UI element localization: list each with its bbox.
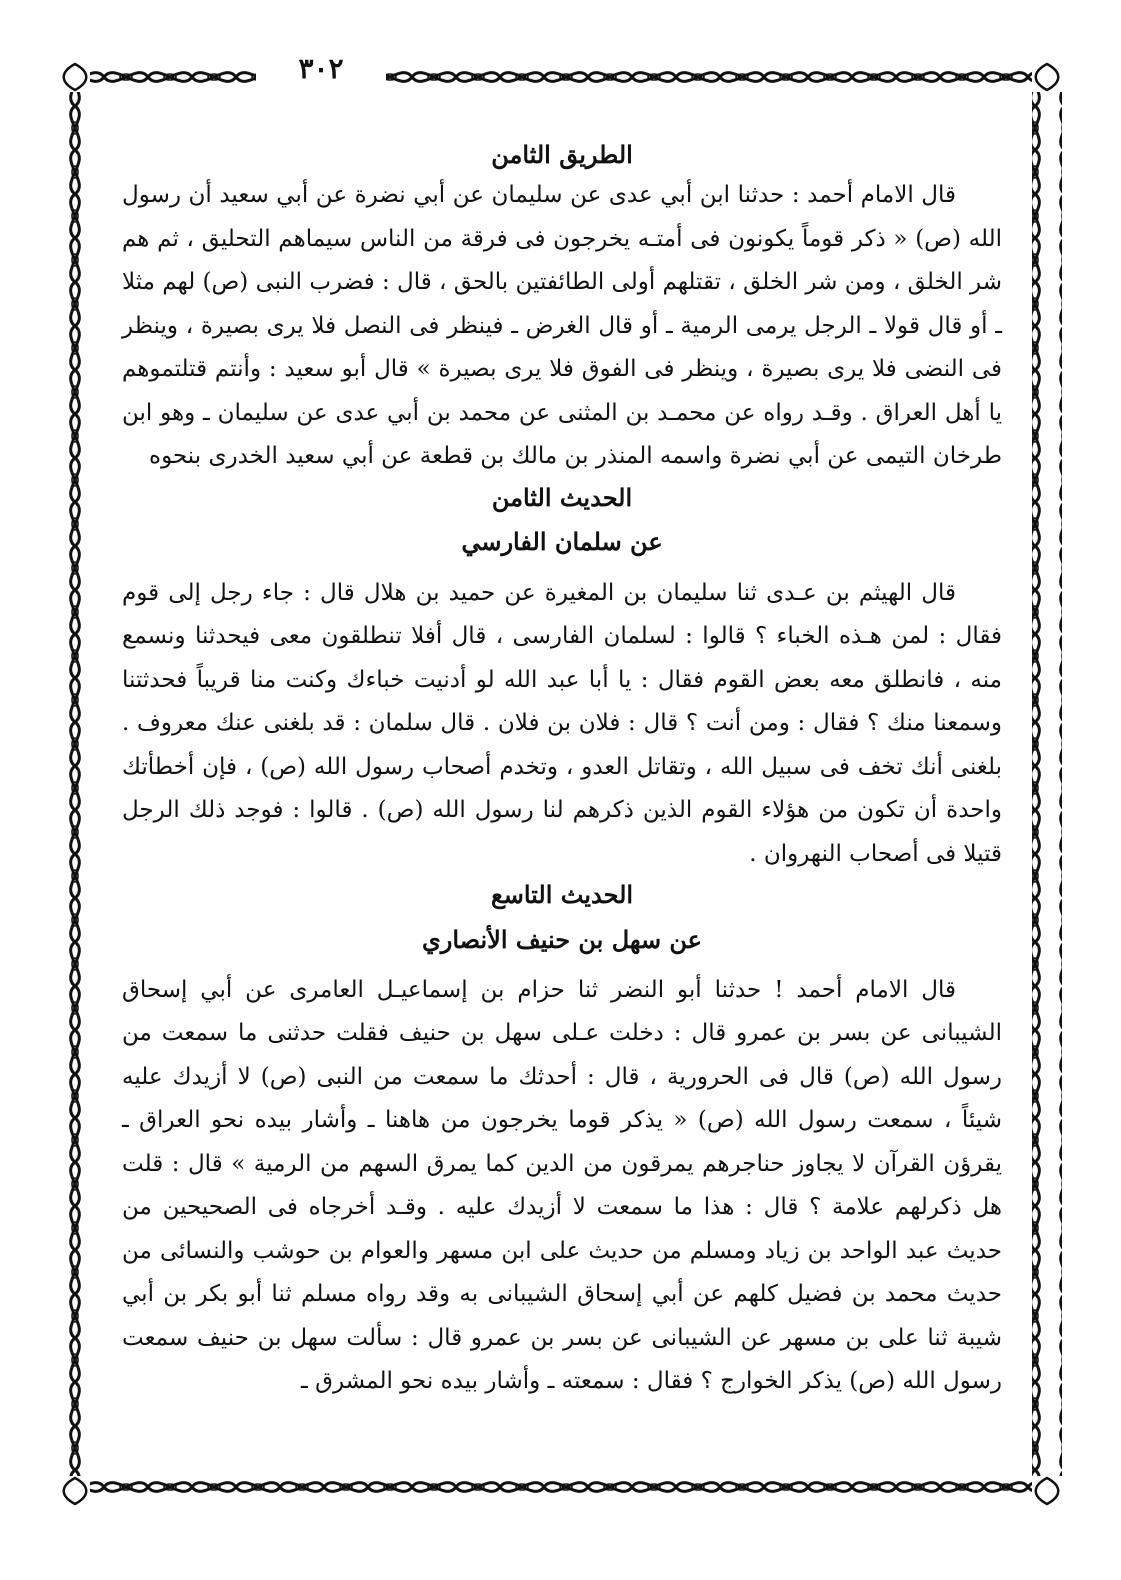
body-paragraph: قال الامام أحمد ! حدثنا أبو النضر ثنا حزام بن إسماعيـل العامرى عن أبي إسحاق الشيبانى عن بسر بن عمرو قال : دخلت عـلى سهل بن حنيف فقلت حدثنى ما سمعت من رسول الله (ص) قال فى الحرورية ، قال : أحدثك ما سمعت من النبى (ص) لا أزيدك عليه شيئاً ، سمعت رسول الله (ص) « يذكر قوما يخرجون من هاهنا ـ وأشار بيده نحو العراق ـ يقرؤن القرآن لا يجاوز حناجرهم يمرقون من الدين كما يمرق السهم من الرمية » قال : قلت هل ذكرلهم علامة ؟ قال : هذا ما سمعت لا أزيدك عليه . وقـد أخرجاه فى الصحيحين من حديث عبد الواحد بن زياد ومسلم من حديث على ابن مسهر والعوام بن حوشب والنسائى من حديث محمد بن فضيل كلهم عن أبي إسحاق الشيبانى به وقد رواه مسلم ثنا أبو بكر بن أبي شيبة ثنا على بن مسهر عن الشيبانى عن بسر بن عمرو قال : سألت سهل بن حنيف سمعت رسول الله (ص) يذكر الخوارج ؟ فقال : سمعته ـ وأشار بيده نحو المشرق ـ xyxy=(122,976,1003,1395)
section-heading: الحديث الثامن xyxy=(491,482,633,512)
body-paragraph: قال الهيثم بن عـدى ثنا سليمان بن المغيرة عن حميد بن هلال قال : جاء رجل إلى قوم فقال : لمن هـذه الخباء ؟ قالوا : لسلمان الفارسى ، قال أفلا تنطلقون معى فيحدثنا ونسمع منه ، فانطلق معه بعض القوم فقال : يا أبا عبد الله لو أدنيت خباءك وكنت منا قريباً فحدثتنا وسمعنا منك ؟ فقال : ومن أنت ؟ قال : فلان بن فلان . قال سلمان : قد بلغنى عنك معروف . بلغنى أنك تخف فى سبيل الله ، وتقاتل العدو ، وتخدم أصحاب رسول الله (ص) ، فإن أخطأتك واحدة أن تكون من هؤلاء القوم الذين ذكرهم لنا رسول الله (ص) . قالوا : فوجد ذلك الرجل قتيلا فى أصحاب النهروان . xyxy=(122,579,1002,867)
section-heading: الطريق الثامن xyxy=(491,140,633,169)
body-paragraph: قال الامام أحمد : حدثنا ابن أبي عدى عن سليمان عن أبي نضرة عن أبي سعيد أن رسول الله (ص) « ذكر قوماً يكونون فى أمتـه يخرجون فى فرقة من الناس سيماهم التحليق ، ثم هم شر الخلق ، ومن شر الخلق ، تقتلهم أولى الطائفتين بالحق ، قال : فضرب النبى (ص) لهم مثلا ـ أو قال قولا ـ الرجل يرمى الرمية ـ أو قال الغرض ـ فينظر فى النصل فلا يرى بصيرة ، وينظر فى النضى فلا يرى بصيرة ، وينظر فى الفوق فلا يرى بصيرة » قال أبو سعيد : وأنتم قتلتموهم يا أهل العراق . وقـد رواه عن محمـد بن المثنى عن محمد بن أبي عدى عن سليمان ـ وهو ابن طرخان التيمى عن أبي نضرة واسمه المنذر بن مالك بن قطعة عن أبي سعيد الخدرى بنحوه xyxy=(122,182,1002,470)
page-content xyxy=(122,136,1002,1404)
section-subheading: عن سهل بن حنيف الأنصاري xyxy=(421,924,702,954)
page-number: ٣٠٢ xyxy=(256,52,386,85)
section-subheading: عن سلمان الفارسي xyxy=(461,527,663,557)
section-heading: الحديث التاسع xyxy=(490,880,634,910)
